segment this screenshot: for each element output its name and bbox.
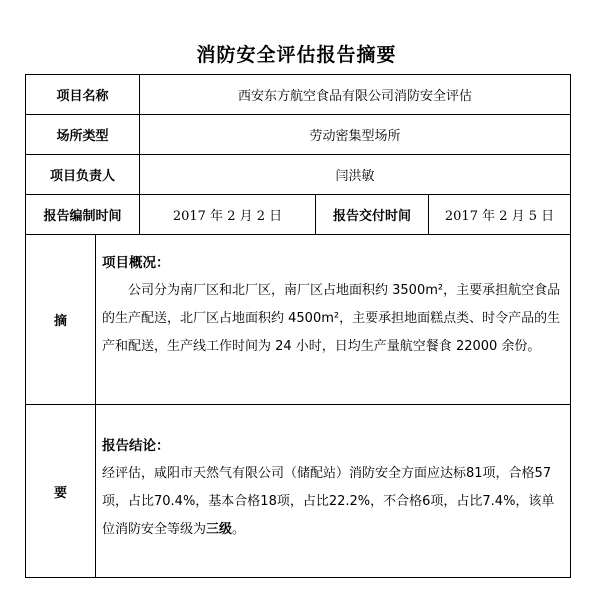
document-title: 消防安全评估报告摘要 xyxy=(196,44,397,66)
overview-section xyxy=(96,235,571,405)
conclusion-heading: 报告结论： xyxy=(102,438,170,454)
row-project-lead xyxy=(26,155,571,195)
abstract-side-bottom: 要 xyxy=(26,405,96,578)
project-name-value: 西安东方航空食品有限公司消防安全评估 xyxy=(140,75,571,115)
overview-text: 公司分为南厂区和北厂区，南厂区占地面积约 3500m²，主要承担航空食品的生产配送，北厂区占地面积约 4500m²，主要承担地面糕点类、时令产品的生产和配送，生产线工作时间为 24 小时，日均生产量航空餐食 22000 余份。 xyxy=(102,283,561,354)
report-delivery-value: 2017 年 2 月 5 日 xyxy=(429,195,571,235)
row-report-dates xyxy=(26,195,571,235)
report-delivery-label: 报告交付时间 xyxy=(316,195,429,235)
site-type-label: 场所类型 xyxy=(26,115,140,155)
conclusion-section xyxy=(96,405,571,578)
project-name-label: 项目名称 xyxy=(26,75,140,115)
project-lead-value: 闫洪敏 xyxy=(140,155,571,195)
conclusion-text xyxy=(102,460,570,544)
summary-table xyxy=(25,74,571,578)
report-compile-label: 报告编制时间 xyxy=(26,195,140,235)
row-conclusion xyxy=(26,405,571,578)
row-site-type xyxy=(26,115,571,155)
conclusion-text-end: 。 xyxy=(232,522,246,537)
row-overview xyxy=(26,235,571,405)
abstract-side-top: 摘 xyxy=(26,235,96,405)
report-compile-value: 2017 年 2 月 2 日 xyxy=(140,195,316,235)
conclusion-text-main: 经评估，咸阳市天然气有限公司（储配站）消防安全方面应达标81项，合格57项，占比70.4%，基本合格18项，占比22.2%，不合格6项，占比7.4%，该单位消防安全等级为 xyxy=(102,466,555,537)
row-project-name xyxy=(26,75,571,115)
project-lead-label: 项目负责人 xyxy=(26,155,140,195)
safety-grade: 三级 xyxy=(206,522,233,537)
site-type-value: 劳动密集型场所 xyxy=(140,115,571,155)
overview-heading: 项目概况： xyxy=(102,255,170,271)
